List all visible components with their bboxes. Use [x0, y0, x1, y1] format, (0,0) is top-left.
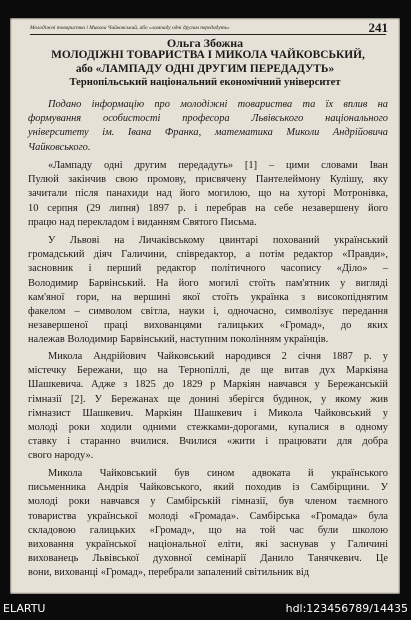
text-line: молоді роки навчався у Самбірській гімназії, був членом таємного	[28, 496, 388, 508]
text-line: У Львові на Личаківському цвинтарі похований український	[48, 235, 388, 246]
abstract	[28, 98, 388, 155]
text-line: незавершеної праці вихованцями галицьких «Громад», до яких	[28, 320, 388, 332]
text-line: формування особистості професора Львівського національного	[28, 113, 388, 125]
text-line: належав Володимир Барвінський, наступним поколінням українців.	[28, 334, 329, 346]
author-name: Ольга Збожна	[166, 36, 244, 50]
text-line: громадський діяч Галичини, співредактор, а потім редактор «Правди»,	[28, 249, 388, 261]
viewer-footer	[0, 598, 411, 620]
text-line: вони, вихованці «Громад», перебрали запалений світильник від	[28, 567, 310, 579]
page-number: 241	[368, 20, 388, 35]
paragraph-3	[28, 350, 388, 464]
text-line: працю над перекладом і виданням Святого Письма.	[28, 216, 257, 228]
text-line: гімназист Шашкевич. Маркіян Шашкевич і Микола Чайковський у	[28, 407, 388, 419]
running-header: Молодіжні товариства і Микола Чайковський, або «лампаду одні другим передадуть»	[30, 25, 230, 31]
text-line: гімназії [2]. У Бережанах ще донині зберігся будинок, у якому жив	[28, 393, 388, 405]
text-line: свого народу».	[28, 450, 94, 462]
text-line: Володимир Барвінський. На його могилі стоїть пам'ятник у вигляді	[28, 277, 388, 289]
text-line: ставку і старанно вчилися. Вчилися «жити і працювати для добра	[28, 436, 388, 448]
text-line: Чайковського.	[28, 141, 91, 153]
repository-name: ELARTU	[3, 602, 46, 615]
handle-identifier: hdl:123456789/14435	[285, 602, 408, 615]
text-line: засновник і перший редактор політичного часопису «Діло» –	[28, 263, 388, 275]
text-line: містечку Бережани, що на Тернопіллі, де ще витав дух Маркіяна	[28, 365, 388, 377]
header-rule	[30, 34, 386, 35]
text-line: «Лампаду одні другим передадуть» [1] – цими словами Іван	[48, 160, 388, 171]
text-line: університету ім. Івана Франка, математика Миколи Андрійовича	[28, 127, 388, 139]
text-line: кам'яної гори, на вершині якої стоїть українка з високопіднятим	[28, 291, 388, 303]
text-line: складовою галицьких «Громад», що на той час були школою	[28, 524, 388, 536]
article-title-line-1: МОЛОДІЖНІ ТОВАРИСТВА І МИКОЛА ЧАЙКОВСЬКИЙ,	[51, 49, 365, 61]
paragraph-4	[28, 467, 388, 581]
text-line: Подано інформацію про молодіжні товариства та їх вплив на	[48, 99, 388, 110]
book-page	[10, 18, 400, 594]
paragraph-2	[28, 234, 388, 348]
author-affiliation: Тернопільський національний економічний університет	[69, 77, 341, 88]
text-line: зачитали після панахиди над його могилою, що на хуторі Мотронівка,	[28, 188, 388, 200]
article-title-line-2: або «ЛАМПАДУ ОДНІ ДРУГИМ ПЕРЕДАДУТЬ»	[75, 63, 335, 75]
text-line: Микола Чайковський був сином адвоката й українського	[48, 468, 388, 479]
text-line: письменника Андрія Чайковського, який походив із Самбірщини. У	[28, 482, 388, 494]
text-line: факелом – символом світла, науки і, одночасно, символізує передання	[28, 306, 388, 318]
text-line: 10 серпня (29 липня) 1897 р. і перебрав на себе незавершену його	[28, 202, 388, 214]
paragraph-1	[28, 159, 388, 230]
text-line: виховання української національної еліти, які заснував у Галичині	[28, 539, 388, 551]
text-line: Шашкевича. Адже з 1825 до 1829 р Маркіян навчався у Бережанській	[28, 379, 388, 391]
text-line: вихованець Львівської духовної семінарії Данило Танячкевич. Це	[28, 553, 388, 565]
text-line: молоді роки ходили одними стежками-дорогами, купалися в одному	[28, 422, 388, 434]
text-line: Пулюй закінчив свою промову, присвячену Пантелеймону Кулішу, яку	[28, 174, 388, 186]
text-line: Микола Андрійович Чайковський народився 2 січня 1887 р. у	[48, 351, 388, 362]
text-line: товариства української молоді «Громада». Самбірська «Громада» була	[28, 510, 388, 522]
